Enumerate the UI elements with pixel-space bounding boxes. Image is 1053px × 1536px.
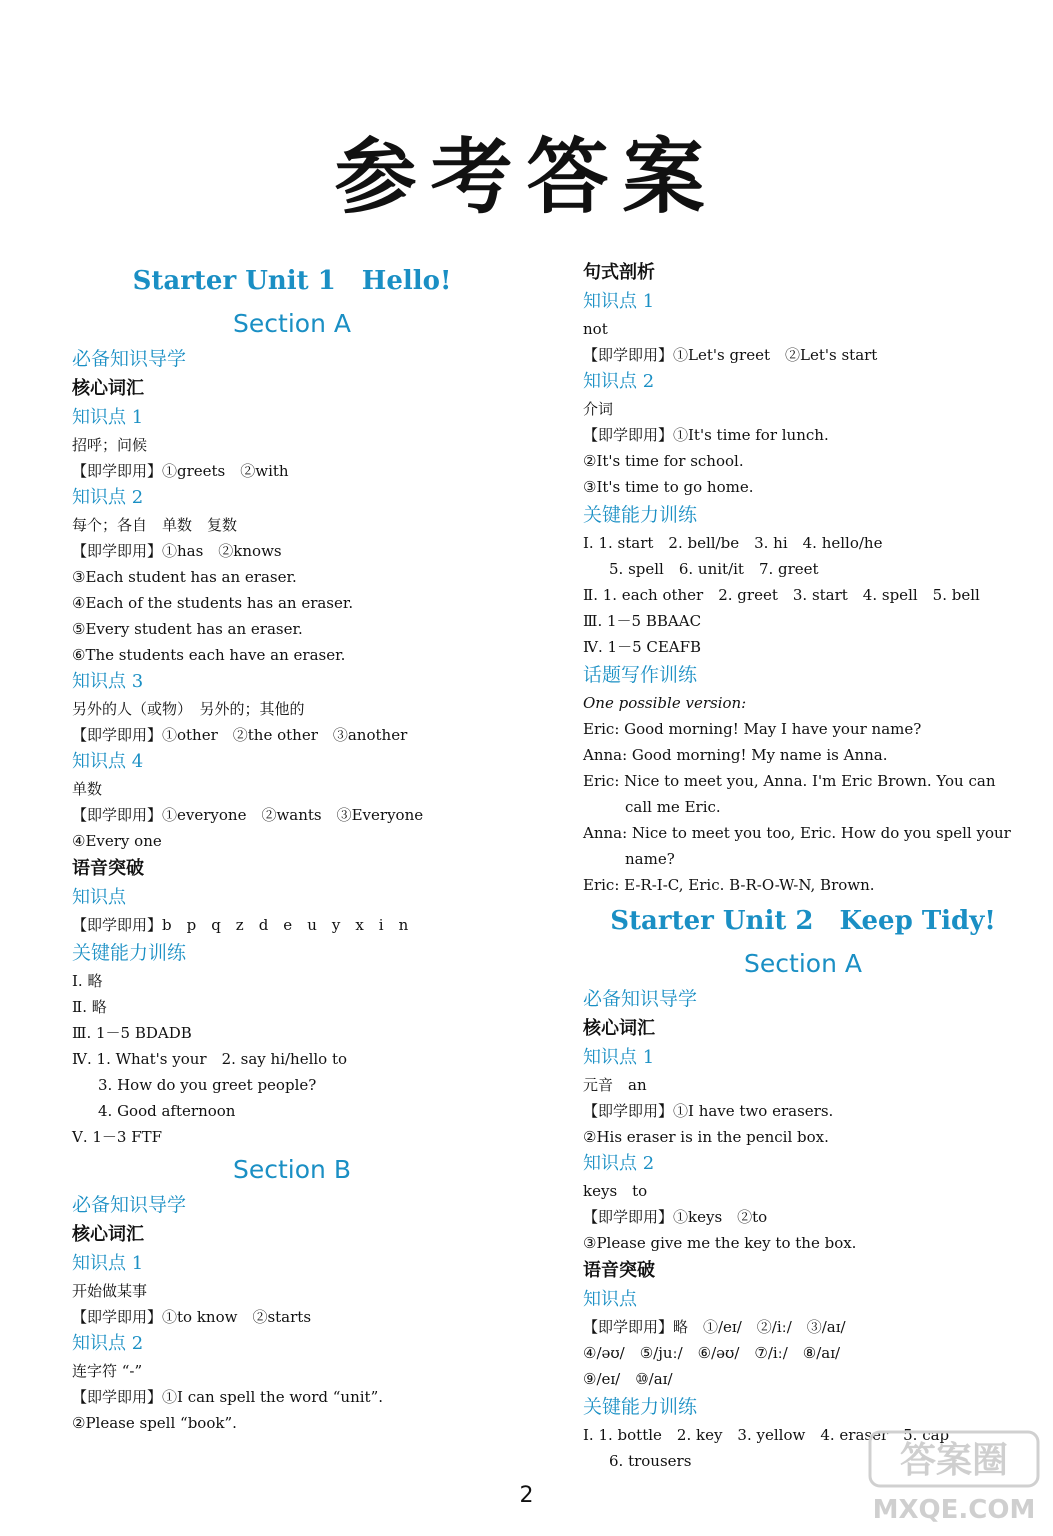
answer-line: ③It's time to go home. (583, 478, 754, 496)
answer-line: 【即学即用】①other ②the other ③another (72, 726, 408, 744)
subheading: 语音突破 (583, 1260, 655, 1281)
watermark-logo (866, 1426, 1042, 1526)
subheading: 语音突破 (72, 858, 144, 879)
answer-line: 6. trousers (609, 1452, 692, 1470)
answer-line: 【即学即用】①to know ②starts (72, 1308, 312, 1326)
page-title: 参考答案 (334, 129, 719, 225)
answer-line: 招呼；问候 (72, 436, 148, 454)
answer-line: not (583, 320, 608, 338)
answer-line: 【即学即用】①has ②knows (72, 542, 282, 560)
answer-line: 【即学即用】①I can spell the word “unit”. (72, 1388, 384, 1406)
knowledge-point-label: 知识点 1 (583, 1047, 655, 1068)
answer-line: Ⅲ. 1－5 BBAAC (583, 612, 702, 630)
category-heading: 关键能力训练 (583, 1396, 698, 1418)
knowledge-point-label: 知识点 1 (72, 1253, 144, 1274)
answer-line: 4. Good afternoon (98, 1102, 236, 1120)
answer-line: Ⅱ. 1. each other 2. greet 3. start 4. spell 5. bell (583, 586, 980, 604)
answer-line: Ⅱ. 略 (72, 998, 107, 1016)
knowledge-point-label: 知识点 (583, 1289, 637, 1310)
answer-line: Ⅴ. 1－3 FTF (72, 1128, 163, 1146)
answer-line: Ⅲ. 1－5 BDADB (72, 1024, 192, 1042)
answer-line: ④/əʊ/ ⑤/juː/ ⑥/əʊ/ ⑦/iː/ ⑧/aɪ/ (583, 1344, 841, 1362)
answer-line: Anna: Good morning! My name is Anna. (583, 746, 888, 764)
unit-heading: Starter Unit 2 Keep Tidy! (610, 906, 996, 936)
answer-line: keys to (583, 1182, 648, 1200)
answer-line: ③Please give me the key to the box. (583, 1234, 857, 1252)
subheading: 核心词汇 (583, 1018, 655, 1039)
answer-line: 【即学即用】①keys ②to (583, 1208, 768, 1226)
answer-line: 元音 an (583, 1076, 647, 1094)
right-column (583, 258, 1023, 1474)
answer-line: 5. spell 6. unit/it 7. greet (609, 560, 819, 578)
unit-heading: Starter Unit 1 Hello! (132, 266, 452, 296)
answer-line: Eric: Good morning! May I have your name? (583, 720, 922, 738)
page-number: 2 (519, 1483, 534, 1508)
answer-line: 【即学即用】b p q z d e u y x i n (72, 916, 409, 934)
subheading: 核心词汇 (72, 378, 144, 399)
answer-line: 【即学即用】①greets ②with (72, 462, 289, 480)
answer-line: Ⅳ. 1. What's your 2. say hi/hello to (72, 1050, 348, 1068)
answer-line: ④Every one (72, 832, 162, 850)
answer-line: ②His eraser is in the pencil box. (583, 1128, 829, 1146)
answer-line: 介词 (583, 400, 614, 418)
answer-line: Ⅰ. 1. bottle 2. key 3. yellow 4. eraser 5. cap (583, 1426, 950, 1444)
answer-line: ②It's time for school. (583, 452, 744, 470)
answer-line: Ⅳ. 1－5 CEAFB (583, 638, 702, 656)
answer-line: 3. How do you greet people? (98, 1076, 317, 1094)
answer-line: One possible version: (583, 694, 747, 712)
answer-line: 【即学即用】①everyone ②wants ③Everyone (72, 806, 424, 824)
subheading: 核心词汇 (72, 1224, 144, 1245)
answer-line: 【即学即用】①Let's greet ②Let's start (583, 346, 878, 364)
watermark-bottom-text: MXQE.COM (872, 1495, 1036, 1525)
knowledge-point-label: 知识点 3 (72, 671, 144, 692)
knowledge-point-label: 知识点 2 (583, 371, 655, 392)
answer-line: name? (625, 850, 675, 868)
answer-line: Anna: Nice to meet you too, Eric. How do you spell your (583, 824, 1011, 842)
answer-line: ⑨/eɪ/ ⑩/aɪ/ (583, 1370, 673, 1388)
answer-line: Ⅰ. 1. start 2. bell/be 3. hi 4. hello/he (583, 534, 883, 552)
answer-line: Eric: Nice to meet you, Anna. I'm Eric Brown. You can (583, 772, 996, 790)
category-heading: 必备知识导学 (72, 1194, 187, 1216)
section-heading: Section B (233, 1155, 351, 1184)
category-heading: 关键能力训练 (72, 942, 187, 964)
category-heading: 话题写作训练 (583, 664, 698, 686)
answer-line: ⑥The students each have an eraser. (72, 646, 346, 664)
knowledge-point-label: 知识点 1 (72, 407, 144, 428)
left-column (72, 258, 512, 1436)
answer-line: 【即学即用】①I have two erasers. (583, 1102, 834, 1120)
category-heading: 必备知识导学 (583, 988, 698, 1010)
section-heading: Section A (233, 309, 351, 338)
answer-line: 【即学即用】略 ①/eɪ/ ②/iː/ ③/aɪ/ (583, 1318, 846, 1336)
knowledge-point-label: 知识点 2 (583, 1153, 655, 1174)
knowledge-point-label: 知识点 (72, 887, 126, 908)
answer-line: ⑤Every student has an eraser. (72, 620, 303, 638)
answer-line: ④Each of the students has an eraser. (72, 594, 354, 612)
answer-line: 单数 (72, 780, 103, 798)
knowledge-point-label: 知识点 1 (583, 291, 655, 312)
section-heading: Section A (744, 949, 862, 978)
answer-line: Ⅰ. 略 (72, 972, 103, 990)
answer-line: Eric: E-R-I-C, Eric. B-R-O-W-N, Brown. (583, 876, 875, 894)
answer-line: call me Eric. (625, 798, 721, 816)
knowledge-point-label: 知识点 2 (72, 1333, 144, 1354)
answer-line: 开始做某事 (72, 1282, 148, 1300)
answer-line: 连字符 “-” (72, 1362, 143, 1380)
knowledge-point-label: 知识点 2 (72, 487, 144, 508)
answer-line: ③Each student has an eraser. (72, 568, 297, 586)
answer-line: 每个；各自 单数 复数 (72, 516, 238, 534)
subheading: 句式剖析 (583, 262, 655, 283)
answer-line: ②Please spell “book”. (72, 1414, 237, 1432)
answer-line: 【即学即用】①It's time for lunch. (583, 426, 829, 444)
answer-line: 另外的人（或物） 另外的；其他的 (72, 700, 305, 718)
category-heading: 关键能力训练 (583, 504, 698, 526)
category-heading: 必备知识导学 (72, 348, 187, 370)
knowledge-point-label: 知识点 4 (72, 751, 144, 772)
watermark-top-text: 答案圈 (899, 1440, 1009, 1481)
